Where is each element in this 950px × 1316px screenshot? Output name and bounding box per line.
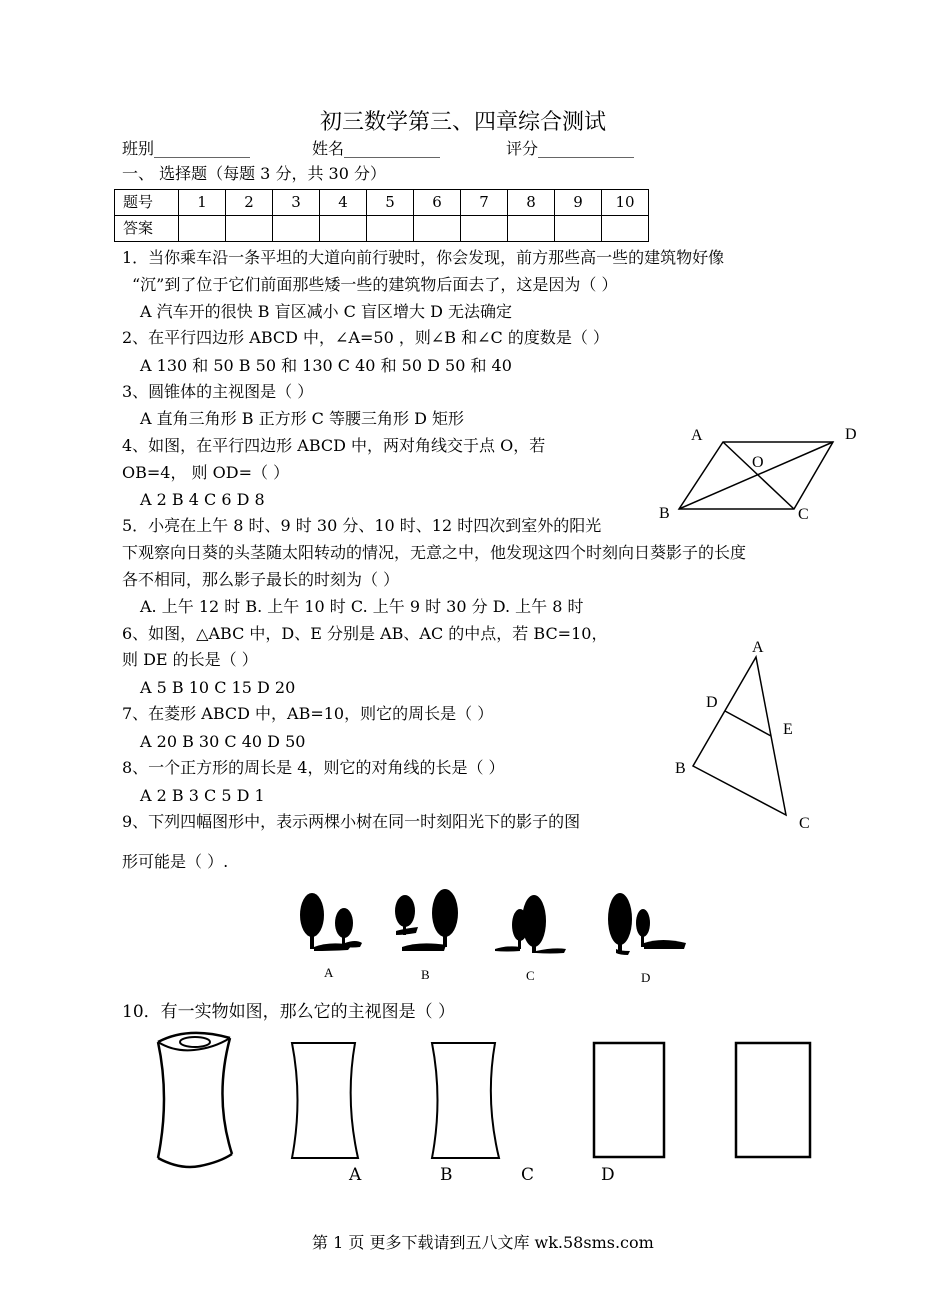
answer-cell[interactable]: [226, 216, 273, 242]
question-4-text: 4、如图，在平行四边形 ABCD 中，两对角线交于点 O，若: [122, 436, 546, 455]
table-cell: 5: [367, 190, 414, 216]
answer-cell[interactable]: [602, 216, 649, 242]
table-cell: 9: [555, 190, 602, 216]
table-cell: 2: [226, 190, 273, 216]
tree-option-d: [608, 893, 686, 955]
view-option-b-figure: [425, 1040, 510, 1165]
answer-cell[interactable]: [555, 216, 602, 242]
vertex-label-c: C: [799, 815, 810, 832]
parallelogram-figure: [655, 420, 870, 530]
view-label-d: D: [601, 1165, 615, 1185]
answer-cell[interactable]: [320, 216, 367, 242]
question-5-options: A. 上午 12 时 B. 上午 10 时 C. 上午 9 时 30 分 D. 上午 8 时: [140, 597, 584, 616]
question-2-text: 2、在平行四边形 ABCD 中，∠A=50 ，则∠B 和∠C 的度数是（ ）: [122, 328, 609, 347]
answer-cell[interactable]: [367, 216, 414, 242]
diagonal-bd: [679, 442, 833, 509]
name-field: 姓名____________: [312, 139, 441, 158]
triangle-outline: [693, 657, 786, 815]
view-option-d-figure: [732, 1040, 817, 1165]
answer-cell[interactable]: [273, 216, 320, 242]
score-field: 评分____________: [506, 139, 635, 158]
question-4-text: OB=4， 则 OD=（ ）: [122, 463, 290, 482]
question-7-options: A 20 B 30 C 40 D 50: [140, 732, 306, 751]
question-8-text: 8、一个正方形的周长是 4，则它的对角线的长是（ ）: [122, 758, 505, 777]
solid-left-side: [158, 1042, 164, 1158]
vertex-label-a: A: [691, 427, 703, 444]
question-9-text: 形可能是（ ）.: [122, 852, 229, 871]
solid-object-figure: [150, 1028, 250, 1173]
table-cell: 3: [273, 190, 320, 216]
answer-cell[interactable]: [461, 216, 508, 242]
vertex-label-o: O: [752, 454, 764, 471]
class-field: 班别____________: [122, 139, 251, 158]
solid-top-hole: [180, 1037, 210, 1047]
tree-label-b: B: [421, 967, 430, 982]
vertex-label-c: C: [798, 506, 809, 523]
tree-label-d: D: [641, 970, 651, 985]
vertex-label-b: B: [659, 505, 670, 522]
vertex-label-a: A: [752, 639, 764, 656]
question-1-options: A 汽车开的很快 B 盲区减小 C 盲区增大 D 无法确定: [140, 302, 512, 321]
page-title: 初三数学第三、四章综合测试: [320, 110, 607, 135]
midline-de: [725, 711, 771, 736]
question-5-text: 各不相同，那么影子最长的时刻为（ ）: [122, 570, 400, 589]
tree-option-c: [495, 895, 566, 954]
page-footer: 第 1 页 更多下载请到五八文库 wk.58sms.com: [312, 1233, 654, 1252]
question-3-options: A 直角三角形 B 正方形 C 等腰三角形 D 矩形: [140, 409, 464, 428]
question-1-text: “沉”到了位于它们前面那些矮一些的建筑物后面去了，这是因为（ ）: [132, 275, 618, 294]
vertex-label-d: D: [706, 694, 718, 711]
table-row-label: 题号: [115, 190, 179, 216]
table-cell: 4: [320, 190, 367, 216]
view-label-c: C: [521, 1165, 535, 1185]
table-cell: 8: [508, 190, 555, 216]
view-label-b: B: [440, 1165, 453, 1185]
solid-bottom: [158, 1154, 232, 1167]
table-row: [115, 190, 649, 216]
question-5-text: 下观察向日葵的头茎随太阳转动的情况，无意之中，他发现这四个时刻向日葵影子的长度: [122, 543, 747, 562]
diagonal-ac: [723, 442, 794, 509]
vertex-label-e: E: [783, 721, 793, 738]
question-9-text: 9、下列四幅图形中，表示两棵小树在同一时刻阳光下的影子的图: [122, 812, 581, 831]
view-label-a: A: [349, 1165, 362, 1185]
tree-label-a: A: [324, 965, 334, 980]
table-cell: 1: [179, 190, 226, 216]
table-cell: 6: [414, 190, 461, 216]
table-row: [115, 216, 649, 242]
question-4-options: A 2 B 4 C 6 D 8: [140, 490, 265, 509]
answer-cell[interactable]: [179, 216, 226, 242]
table-row-label: 答案: [115, 216, 179, 242]
view-option-a-figure: [285, 1040, 370, 1165]
answer-cell[interactable]: [508, 216, 555, 242]
question-6-text: 则 DE 的长是（ ）: [122, 650, 258, 669]
question-6-options: A 5 B 10 C 15 D 20: [140, 678, 296, 697]
tree-option-a: [300, 893, 362, 951]
tree-option-b: [395, 889, 458, 951]
view-option-c-figure: [590, 1040, 675, 1165]
table-cell: 10: [602, 190, 649, 216]
tree-shadow-figure: [290, 885, 700, 990]
question-1-text: 1．当你乘车沿一条平坦的大道向前行驶时，你会发现，前方那些高一些的建筑物好像: [122, 248, 725, 267]
question-2-options: A 130 和 50 B 50 和 130 C 40 和 50 D 50 和 40: [140, 356, 512, 375]
vertex-label-d: D: [845, 426, 857, 443]
tree-label-c: C: [526, 968, 535, 983]
question-6-text: 6、如图，△ABC 中，D、E 分别是 AB、AC 的中点，若 BC=10，: [122, 624, 608, 643]
vertex-label-b: B: [675, 760, 686, 777]
question-3-text: 3、圆锥体的主视图是（ ）: [122, 382, 314, 401]
answer-table: [114, 189, 649, 242]
table-cell: 7: [461, 190, 508, 216]
triangle-figure: [670, 635, 830, 840]
question-10-text: 10．有一实物如图，那么它的主视图是（ ）: [122, 1002, 456, 1022]
solid-right-side: [222, 1038, 232, 1154]
question-8-options: A 2 B 3 C 5 D 1: [140, 786, 265, 805]
question-7-text: 7、在菱形 ABCD 中，AB=10，则它的周长是（ ）: [122, 704, 494, 723]
answer-cell[interactable]: [414, 216, 461, 242]
question-5-text: 5．小亮在上午 8 时、9 时 30 分、10 时、12 时四次到室外的阳光: [122, 516, 602, 535]
section-heading: 一、 选择题（每题 3 分，共 30 分）: [122, 164, 386, 183]
